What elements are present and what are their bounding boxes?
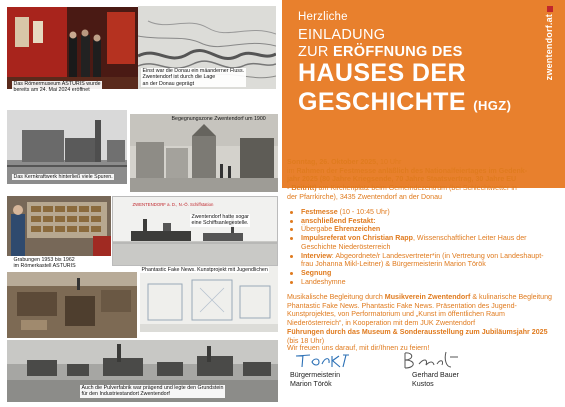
music-section: Musikalische Begleitung durch Musikverein Zwentendorf & kulinarische Begleitung Phantastic Fake News. Phantastic Fake News. Präsentation des Jugend- Kunstprojektes, von Performatorium und „Kunst im öffentlichen Raum Niederösterreich“, in Kooperation mit dem JUK Zwentendorf Führungen durch das Museum & Sonderausstellung zum Jubiläumsjahr 2025 (bis 18 Uhr)	[287, 293, 552, 345]
archive-room-photo	[7, 196, 111, 256]
program-item: Landeshymne	[287, 278, 555, 287]
header-greeting: Herzliche	[298, 11, 348, 23]
caption-pulverfabrik: Auch die Pulverfabrik war prägend und legte den Grundstein für den Industriestandort Zwentendorf	[81, 385, 224, 398]
signature-torok	[292, 350, 352, 372]
signature-bauer	[400, 349, 462, 373]
brand-mark-icon	[547, 6, 553, 12]
signer-left: Bürgermeisterin Marion Török	[290, 371, 341, 388]
program-list	[287, 208, 555, 286]
kernkraftwerk-photo	[7, 110, 127, 184]
begegnungszone-photo	[130, 114, 278, 192]
brand-name: zwentendorf.at	[544, 14, 554, 81]
event-details: Sonntag, 26. Oktober 2025, 10 Uhr im Rahmen der Festmesse anläßlich des Nationalfeiertages im Gedenk- jahr 2025 (80 Jahre Kriegsende, 70 Jahre Staatsvertrag, 30 Jahre EU - Beitritt) am Kirchenplatz beim Gemeindezentrum (bei Schlechtwetter in der Pfarrkirche), 3435 Zwentendorf an der Donau	[287, 158, 528, 201]
caption-grabungen: Grabungen 1953 bis 1962 im Römerkastell ASTURIS	[13, 257, 76, 270]
excavation-photo	[7, 272, 137, 338]
program-item: Festmesse (10 - 10:45 Uhr)	[287, 208, 555, 217]
caption-kernkraftwerk: Das Kernkraftwerk hinterließ viele Spuren.	[13, 174, 113, 180]
caption-fake-news: Phantastic Fake News. Kunstprojekt mit Jugendlichen	[141, 267, 268, 273]
closing-text: Wir freuen uns darauf, mit dir/Ihnen zu feiern!	[287, 344, 430, 352]
photo-collage	[0, 0, 282, 407]
caption-begegnungszone: Begegnungszone Zwentendorf um 1900	[171, 116, 266, 122]
header-title-2: GESCHICHTE (HGZ)	[298, 88, 512, 116]
program-item: Segnung	[287, 269, 555, 278]
caption-museum: Das Römermuseum ASTURIS wurde bereits am 24. Mai 2024 eröffnet	[13, 81, 101, 94]
program-item: anschließend Festakt:	[287, 217, 555, 226]
fake-news-photo	[140, 266, 278, 332]
caption-donau: Einst war die Donau ein mäanderner Fluss. Zwentendorf ist durch die Lage an der Donau geprägt	[142, 68, 245, 87]
header-title-1: HAUSES DER	[298, 59, 466, 87]
header-einladung: EINLADUNG	[298, 27, 386, 43]
museum-interior-photo	[7, 7, 138, 89]
header-line3: ZUR ERÖFFNUNG DES	[298, 44, 463, 60]
program-item: Interview: Abgeordnete/r Landesvertreter*in (in Vertretung von Landeshaupt- frau Johanna Mikl-Leitner) & Bürgermeisterin Marion Török	[287, 252, 555, 269]
program-item: Impulsreferat von Christian Rapp, Wissenschaftlicher Leiter Haus der Geschichte Niederösterreich	[287, 234, 555, 251]
signer-right: Gerhard Bauer Kustos	[412, 371, 459, 388]
postcard-text: ZWENTENDORF a. D., N.-Ö. Schiffstation	[132, 202, 214, 207]
program-item: Übergabe Ehrenzeichen	[287, 225, 555, 234]
caption-schiff: Zwentendorf hatte sogar eine Schiffsanlegestelle.	[191, 214, 249, 227]
